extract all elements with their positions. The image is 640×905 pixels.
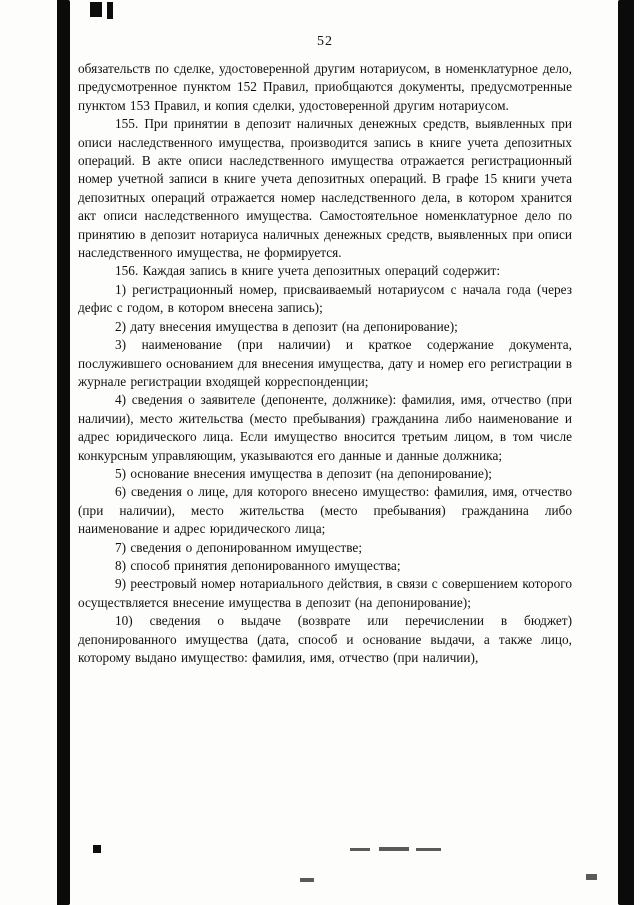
scan-mark-bottom-6 [586, 874, 597, 880]
scan-mark-top-2 [107, 2, 113, 19]
paragraph: 3) наименование (при наличии) и краткое содержание документа, послужившего основанием для внесения имущества, дату и номер его регистрации в журнале регистрации входящей корреспонденции; [78, 337, 572, 389]
paragraph: обязательств по сделке, удостоверенной другим нотариусом, в номенклатурное дело, предусмотренное пунктом 152 Правил, приобщаются документы, предусмотренные пунктом 153 Правил, и копия сделки, удостоверенной другим нотариусом. [78, 61, 572, 113]
paragraph: 155. При принятии в депозит наличных денежных средств, выявленных при описи наследственного имущества, производится запись в книге учета депозитных операций. В акте описи наследственного имущества отражается регистрационный номер учетной записи в книге учета депозитных операций. В графе 15 книги учета депозитных операций отражается номер наследственного дела, в котором хранится акт описи наследственного имущества. Самостоятельное номенклатурное дело по принятию в депозит нотариуса наличных денежных средств, выявленных при описи наследственного имущества, не формируется. [78, 116, 572, 261]
paragraph: 1) регистрационный номер, присваиваемый нотариусом с начала года (через дефис с годом, в котором внесена запись); [78, 281, 572, 316]
scan-mark-bottom-3 [379, 847, 409, 851]
scan-edge-left-bar [57, 0, 70, 905]
paragraph: 9) реестровый номер нотариального действия, в связи с совершением которого осуществляется внесение имущества в депозит (на депонирование); [78, 576, 572, 610]
scan-mark-bottom-2 [350, 848, 370, 851]
paragraph: 5) основание внесения имущества в депозит (на депонирование); [115, 465, 492, 481]
paragraph: 156. Каждая запись в книге учета депозитных операций содержит: [115, 263, 501, 279]
document-body [78, 60, 572, 667]
paragraph: 8) способ принятия депонированного имущества; [115, 557, 401, 573]
page-number: 52 [317, 34, 333, 49]
paragraph: 4) сведения о заявителе (депоненте, должнике): фамилия, имя, отчество (при наличии), место жительства (место пребывания) гражданина либо наименование и адрес юридического лица. Если имущество вносится третьим лицом, в том числе конкурсным управляющим, указываются его данные и данные должника; [78, 392, 572, 463]
scan-mark-bottom-4 [416, 848, 441, 851]
scan-mark-bottom-1 [93, 845, 101, 853]
scan-mark-top-1 [90, 2, 102, 17]
scan-mark-bottom-5 [300, 878, 314, 882]
paragraph: 2) дату внесения имущества в депозит (на депонирование); [115, 318, 458, 334]
paragraph: 10) сведения о выдаче (возврате или перечислении в бюджет) депонированного имущества (дата, способ и основание выдачи, а также лицо, которому выдано имущество: фамилия, имя, отчество (при наличии), [78, 613, 572, 665]
paragraph: 6) сведения о лице, для которого внесено имущество: фамилия, имя, отчество (при наличии), место жительства (место пребывания) гражданина либо наименование и адрес юридического лица; [78, 484, 572, 537]
scan-edge-right-bar [618, 0, 634, 905]
paragraph: 7) сведения о депонированном имуществе; [115, 539, 363, 555]
